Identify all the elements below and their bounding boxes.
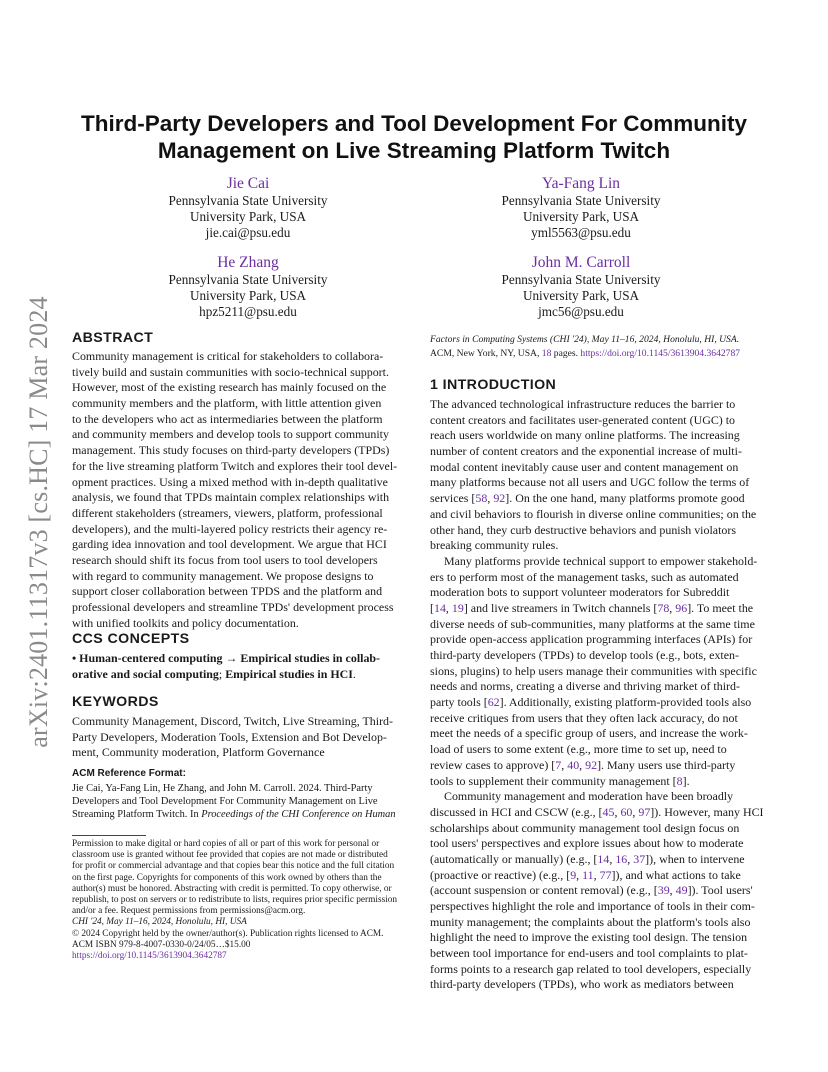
intro-paragraph-2	[430, 554, 756, 789]
intro-line	[430, 804, 764, 821]
intro-text: review cases to approve) [	[430, 757, 556, 772]
intro-text: ]). However, many HCI	[650, 804, 764, 819]
intro-text: reach users worldwide on many online platforms. The increasing	[430, 428, 740, 443]
abstract-line: However, most of the existing research has mainly focused on the	[72, 380, 387, 395]
intro-text: breaking community rules.	[430, 538, 559, 553]
intro-text: ]. To meet the	[687, 600, 754, 615]
intro-line	[430, 648, 756, 664]
intro-line	[430, 789, 756, 805]
intro-line	[430, 413, 756, 429]
ccs-separator: ;	[218, 666, 226, 681]
page-count-link[interactable]: 18	[541, 348, 552, 360]
citation-link[interactable]: 97	[638, 804, 651, 819]
author-location: University Park, USA	[189, 287, 307, 303]
intro-text: receive critiques from users that they often lack accuracy, do not	[430, 710, 738, 725]
author-location: University Park, USA	[522, 208, 640, 224]
citation-link[interactable]: 37	[633, 851, 646, 866]
ccs-line-2	[72, 667, 398, 683]
intro-text: ] and live streamers in Twitch channels [	[463, 600, 658, 615]
acm-ref-text: Streaming Platform Twitch. In	[72, 809, 202, 820]
ref-cont-line-1: Factors in Computing Systems (CHI '24), May 11–16, 2024, Honolulu, HI, USA.	[430, 334, 740, 345]
author-name[interactable]: Jie Cai	[226, 175, 270, 192]
author-block-1	[128, 174, 368, 240]
citation-link[interactable]: 14	[597, 851, 610, 866]
abstract-line: analysis, we found that TPDs maintain complex relationships with	[72, 490, 390, 505]
citation-link[interactable]: 19	[451, 600, 464, 615]
intro-text: ,	[614, 804, 621, 819]
ccs-heading: CCS CONCEPTS	[72, 631, 190, 647]
intro-line	[430, 460, 756, 476]
arxiv-stamp-text: arXiv:2401.11317v3 [cs.HC] 17 Mar 2024	[24, 296, 53, 748]
intro-text: tool users' perspectives and explore issues about how to moderate	[430, 836, 744, 851]
footnote-rule	[72, 835, 146, 836]
citation-link[interactable]: 9	[570, 867, 577, 882]
author-block-2	[461, 174, 701, 240]
intro-line	[430, 538, 756, 554]
citation-link[interactable]: 39	[657, 883, 670, 898]
intro-line	[430, 836, 756, 852]
keywords-heading: KEYWORDS	[72, 694, 159, 710]
doi-link[interactable]: https://doi.org/10.1145/3613904.3642787	[72, 951, 227, 962]
acm-ref-body	[72, 782, 398, 821]
intro-line	[430, 444, 756, 460]
intro-text: ers to perform most of the management tasks, such as automated	[430, 569, 739, 584]
acm-ref-line: Jie Cai, Ya-Fang Lin, He Zhang, and John M. Carroll. 2024. Third-Party	[72, 783, 373, 794]
intro-line	[430, 868, 756, 884]
title-line-2: Management on Live Streaming Platform Twitch	[157, 138, 671, 163]
citation-link[interactable]: 16	[615, 851, 628, 866]
keywords-line: ment, Community moderation, Platform Governance	[72, 745, 325, 760]
intro-text: ,	[627, 851, 634, 866]
keywords-line: Party Developers, Moderation Tools, Extension and Bot Develop-	[72, 729, 387, 744]
intro-text: perspectives highlight the role and importance of tools in their com-	[430, 899, 755, 913]
permission-line: classroom use is granted without fee provided that copies are not made or distributed	[72, 850, 388, 861]
conference-line: CHI '24, May 11–16, 2024, Honolulu, HI, USA	[72, 917, 247, 928]
intro-text: and civil behaviors to flourish in diverse online communities; on the	[430, 506, 757, 521]
intro-text: [	[430, 600, 434, 615]
abstract-line: research should shift its focus from tool users to tool developers	[72, 552, 378, 567]
intro-line	[430, 397, 756, 413]
author-name[interactable]: He Zhang	[217, 254, 279, 271]
ref-cont-line-2	[430, 347, 756, 361]
intro-line	[430, 883, 756, 899]
intro-text: diverse needs of sub-communities, many platforms at the same time	[430, 616, 755, 631]
intro-text: ,	[561, 757, 568, 772]
intro-line	[430, 475, 756, 491]
intro-text: ,	[576, 867, 583, 882]
abstract-line: tively build and sustain communities with socio-technical support.	[72, 364, 389, 379]
abstract-line: support closer collaboration between TPDS and the platform and	[72, 584, 383, 599]
intro-text: ,	[579, 757, 586, 772]
intro-line	[430, 617, 756, 633]
abstract-line: to the developers who act as intermediaries between the platform	[72, 411, 383, 426]
permission-line: republish, to post on servers or to redistribute to lists, requires prior specific permission	[72, 895, 398, 906]
citation-link[interactable]: 78	[657, 600, 670, 615]
permission-line: and/or a fee. Request permissions from permissions@acm.org.	[72, 906, 306, 917]
permission-line: for profit or commercial advantage and that copies bear this notice and the full citation	[72, 861, 395, 872]
intro-text: ,	[593, 867, 600, 882]
intro-paragraph-1	[430, 397, 756, 554]
paper-title	[60, 110, 768, 164]
abstract-line: professional developers and streamline TPDs' development process	[72, 600, 394, 614]
abstract-line: management. This study focuses on third-party developers (TPDs)	[72, 443, 390, 458]
intro-text: content creators and facilitates user-generated content (UGC) to	[430, 412, 736, 427]
abstract-line: with regard to community management. We propose designs to	[72, 568, 374, 583]
acm-ref-line: Developers and Tool Development For Community Management on Live	[72, 796, 378, 807]
intro-line	[430, 915, 756, 931]
abstract-line: with unified toolkits and policy documentation.	[72, 615, 299, 630]
abstract-line: developers), and the multi-layered policy restricts their agency re-	[72, 521, 388, 536]
copyright-line: © 2024 Copyright held by the owner/author(s). Publication rights licensed to ACM.	[72, 928, 384, 939]
permission-line: Permission to make digital or hard copies of all or part of this work for personal or	[72, 839, 380, 849]
intro-text: ]. Many users use third-party	[597, 757, 736, 772]
intro-text: third-party developers (TPDs) to develop tools (e.g., bots, exten-	[430, 648, 739, 662]
ref-cont-pages-label: pages.	[551, 348, 581, 360]
intro-line	[430, 491, 756, 507]
intro-line	[430, 601, 756, 617]
intro-text: ,	[632, 804, 639, 819]
intro-line	[430, 774, 756, 790]
intro-line	[430, 742, 756, 758]
intro-text: meet the needs of a specific group of users, and increase the work-	[430, 726, 748, 741]
intro-line	[430, 946, 756, 962]
intro-text: third-party developers (TPDs), who work as mediators between	[430, 977, 734, 992]
author-affiliation: Pennsylvania State University	[501, 272, 661, 287]
author-affiliation: Pennsylvania State University	[168, 272, 328, 287]
abstract-body	[72, 349, 398, 631]
intro-line	[430, 632, 756, 648]
intro-text: number of content creators and the exponential increase of multi-	[430, 444, 742, 459]
citation-link[interactable]: 92	[585, 757, 598, 772]
citation-link[interactable]: 62	[487, 695, 500, 710]
intro-line	[430, 962, 756, 978]
intro-text: ,	[487, 491, 494, 506]
intro-line	[430, 554, 756, 570]
intro-line	[430, 695, 756, 711]
ccs-line-1: • Human-centered computing → Empirical studies in collab-	[72, 651, 381, 665]
abstract-line: community members and the platform, with little attention given	[72, 396, 382, 411]
abstract-line: for the live streaming platform Twitch and explores their tool devel-	[72, 458, 398, 473]
permission-block	[72, 839, 402, 962]
author-email: yml5563@psu.edu	[531, 224, 631, 240]
intro-line	[430, 570, 756, 586]
intro-text: ]. On the one hand, many platforms promote good	[505, 491, 745, 506]
intro-text: The advanced technological infrastructure reduces the barrier to	[430, 397, 736, 411]
isbn-line: ACM ISBN 979-8-4007-0330-0/24/05…$15.00	[72, 939, 251, 950]
author-location: University Park, USA	[189, 208, 307, 224]
ccs-body	[72, 651, 398, 682]
abstract-heading: ABSTRACT	[72, 330, 154, 346]
citation-link[interactable]: 8	[676, 773, 683, 788]
intro-line	[430, 977, 756, 993]
author-name[interactable]: John M. Carroll	[531, 254, 631, 271]
author-email: hpz5211@psu.edu	[199, 303, 297, 319]
intro-line	[430, 711, 756, 727]
doi-link[interactable]: https://doi.org/10.1145/3613904.3642787	[580, 348, 741, 360]
intro-text: Many platforms provide technical support to empower stakehold-	[444, 553, 758, 568]
intro-text: modal content inevitably cause user and content management on	[430, 459, 739, 474]
citation-link[interactable]: 77	[599, 867, 612, 882]
author-email: jmc56@psu.edu	[538, 303, 624, 319]
acm-ref-proceedings: Proceedings of the CHI Conference on Human	[201, 809, 396, 820]
introduction-heading: 1 INTRODUCTION	[430, 377, 557, 393]
intro-text: munity management; the complaints about the platform's tools also	[430, 914, 751, 929]
intro-line	[430, 899, 756, 915]
reference-continuation	[430, 333, 756, 362]
intro-text: (proactive or reactive) (e.g., [	[430, 867, 571, 882]
ref-cont-publisher: ACM, New York, NY, USA,	[430, 348, 542, 360]
intro-text: services [	[430, 491, 476, 506]
intro-text: Community management and moderation have been broadly	[444, 789, 734, 804]
introduction-body	[430, 397, 764, 993]
intro-text: ,	[669, 600, 676, 615]
citation-link[interactable]: 11	[582, 867, 594, 882]
author-email: jie.cai@psu.edu	[205, 224, 291, 240]
intro-text: ]), and what actions to take	[611, 867, 741, 882]
intro-line	[430, 428, 756, 444]
intro-text: provide open-access application programming interfaces (APIs) for	[430, 632, 753, 647]
acm-ref-line	[72, 808, 398, 821]
author-affiliation: Pennsylvania State University	[168, 193, 328, 208]
citation-link[interactable]: 40	[567, 757, 580, 772]
citation-link[interactable]: 92	[493, 491, 506, 506]
intro-text: ]. Additionally, existing platform-provided tools also	[499, 695, 752, 710]
intro-text: discussed in HCI and CSCW (e.g., [	[430, 804, 603, 819]
acm-ref-heading: ACM Reference Format:	[72, 768, 186, 779]
keywords-body	[72, 714, 398, 761]
intro-line	[430, 664, 756, 680]
intro-text: between tool importance for end-users and tool complaints to plat-	[430, 946, 748, 961]
ccs-term-2: Empirical studies in HCI	[225, 666, 353, 681]
intro-text: (automatically or manually) (e.g., [	[430, 851, 598, 866]
intro-text: forms points to a research gap related to tool developers, especially	[430, 961, 752, 976]
intro-text: load of users to some extent (e.g., more time to set up, need to	[430, 742, 727, 757]
citation-link[interactable]: 7	[555, 757, 562, 772]
intro-line	[430, 930, 756, 946]
intro-line	[430, 679, 756, 695]
abstract-line: Community management is critical for stakeholders to collabora-	[72, 349, 384, 363]
intro-text: (account suspension or content removal) (e.g., [	[430, 883, 658, 898]
intro-text: party tools [	[430, 695, 488, 710]
permission-line: on the first page. Copyrights for components of this work owned by others than the	[72, 872, 382, 883]
intro-text: ]). Tool users'	[687, 883, 753, 898]
abstract-line: and community members and develop tools to support community	[72, 427, 389, 442]
author-name[interactable]: Ya-Fang Lin	[541, 175, 621, 192]
ccs-term-1: orative and social computing	[72, 666, 219, 681]
intro-text: needs and norms, creating a diverse and thriving market of third-	[430, 679, 740, 694]
author-affiliation: Pennsylvania State University	[501, 193, 661, 208]
intro-text: tools to supplement their community management [	[430, 773, 677, 788]
intro-text: moderation bots to support volunteer moderators for Subreddit	[430, 585, 730, 600]
intro-text: ,	[445, 600, 452, 615]
intro-paragraph-3	[430, 789, 764, 993]
ccs-period: .	[352, 666, 356, 681]
intro-line	[430, 758, 756, 774]
intro-line	[430, 726, 756, 742]
intro-line	[430, 523, 756, 539]
title-line-1: Third-Party Developers and Tool Development For Community	[81, 111, 747, 136]
intro-line	[430, 821, 756, 837]
intro-text: ]), when to intervene	[645, 851, 745, 866]
citation-link[interactable]: 96	[675, 600, 688, 615]
intro-text: scholarships about community management tool design focus on	[430, 820, 740, 835]
intro-text: other hand, they curb destructive behaviors and punish violators	[430, 522, 736, 537]
intro-line	[430, 507, 756, 523]
intro-text: sions, plugins) to help users manage their communities with specific	[430, 663, 757, 678]
intro-text: many platforms because not all users and UGC follow the terms of	[430, 475, 750, 490]
citation-link[interactable]: 49	[675, 883, 688, 898]
intro-line	[430, 852, 756, 868]
author-block-4	[461, 253, 701, 319]
author-location: University Park, USA	[522, 287, 640, 303]
arxiv-stamp	[19, 282, 59, 762]
author-block-3	[128, 253, 368, 319]
intro-line	[430, 585, 756, 601]
abstract-line: different stakeholders (streamers, viewers, platform, professional	[72, 505, 383, 520]
intro-text: ,	[609, 851, 616, 866]
keywords-line: Community Management, Discord, Twitch, Live Streaming, Third-	[72, 714, 393, 728]
citation-link[interactable]: 60	[620, 804, 633, 819]
intro-text: ,	[669, 883, 676, 898]
citation-link[interactable]: 45	[602, 804, 615, 819]
abstract-line: opment practices. Using a mixed method with in-depth qualitative	[72, 474, 388, 489]
abstract-line: garding idea innovation and tool development. We argue that HCI	[72, 537, 387, 552]
permission-line: author(s) must be honored. Abstracting with credit is permitted. To copy otherwise, or	[72, 883, 392, 894]
intro-text: highlight the need to improve the existing tool design. The tension	[430, 930, 748, 945]
citation-link[interactable]: 14	[433, 600, 446, 615]
intro-text: ].	[682, 773, 690, 788]
citation-link[interactable]: 58	[475, 491, 488, 506]
